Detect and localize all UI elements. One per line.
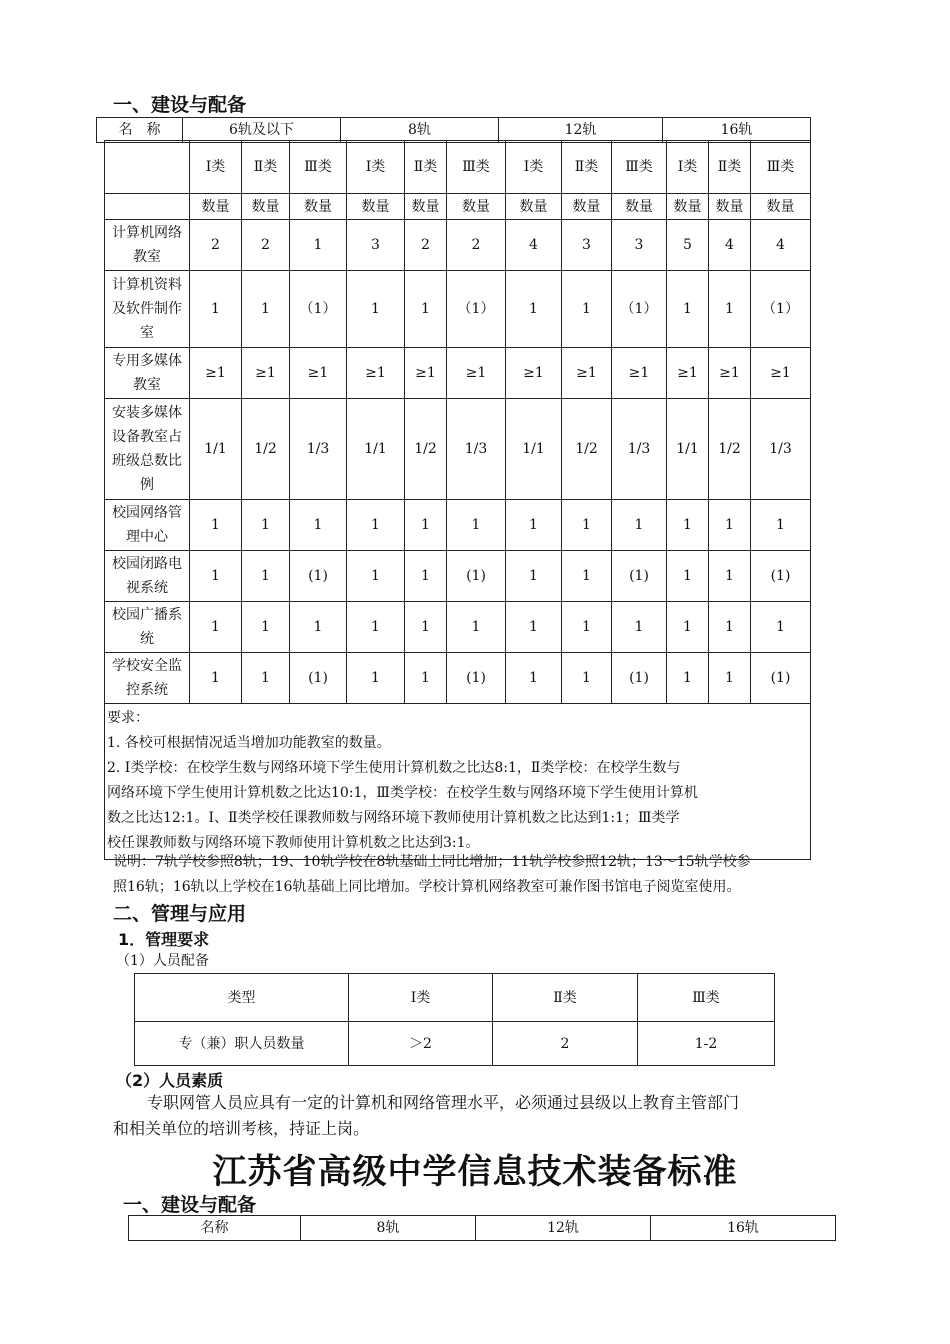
- requirements-title: 要求：: [107, 710, 149, 726]
- qty-cell: 数量: [562, 194, 612, 220]
- class-cell: Ⅱ类: [405, 141, 447, 194]
- requirements-row: [105, 704, 811, 860]
- qty-cell: 数量: [751, 194, 811, 220]
- header-cell-8track: 8轨: [341, 118, 499, 143]
- equipment-value: 1: [506, 271, 562, 348]
- equipment-value: 1: [612, 500, 667, 551]
- equipment-value: 1: [506, 653, 562, 704]
- equipment-value: 1: [405, 271, 447, 348]
- equipment-value: 1/1: [347, 399, 405, 500]
- equipment-value: 1: [709, 551, 751, 602]
- equipment-value: 2: [447, 220, 506, 271]
- equipment-value: (1): [612, 551, 667, 602]
- equipment-value: 5: [667, 220, 709, 271]
- requirement-2-line-1: 2. Ⅰ类学校：在校学生数与网络环境下学生使用计算机数之比达8:1，Ⅱ类学校：在校学生数与: [107, 760, 681, 776]
- equipment-value: 1: [447, 602, 506, 653]
- senior-header-16track: 16轨: [651, 1216, 836, 1241]
- equipment-value: （1）: [447, 271, 506, 348]
- staff-header-type: 类型: [135, 974, 349, 1022]
- equipment-value: 1/3: [751, 399, 811, 500]
- equipment-value: 1: [347, 602, 405, 653]
- class-cell: Ⅲ类: [447, 141, 506, 194]
- equipment-value: 1: [562, 271, 612, 348]
- class-cell: Ⅰ类: [190, 141, 242, 194]
- equipment-value: 1: [667, 551, 709, 602]
- requirement-1: 1. 各校可根据情况适当增加功能教室的数量。: [107, 735, 391, 751]
- senior-header-table: [128, 1215, 836, 1241]
- equipment-value: 1: [562, 500, 612, 551]
- class-cell: Ⅱ类: [709, 141, 751, 194]
- equipment-value: 1/2: [242, 399, 290, 500]
- explanation-note: [113, 850, 873, 900]
- equipment-value: 1: [405, 551, 447, 602]
- qty-cell: 数量: [347, 194, 405, 220]
- equipment-value: 4: [709, 220, 751, 271]
- senior-header-name: 名称: [129, 1216, 301, 1241]
- equipment-value: 1: [506, 500, 562, 551]
- subheading-staffing: （1）人员配备: [116, 953, 209, 969]
- section-heading-management: 二、管理与应用: [113, 903, 247, 925]
- equipment-value: 1/1: [190, 399, 242, 500]
- paragraph-line-2: 和相关单位的培训考核，持证上岗。: [113, 1119, 370, 1138]
- equipment-table: [104, 140, 811, 860]
- equipment-row: [105, 271, 811, 348]
- equipment-value: 1: [347, 653, 405, 704]
- equipment-value: 1: [290, 602, 347, 653]
- equipment-value: 1/2: [405, 399, 447, 500]
- equipment-name: 计算机资料及软件制作室: [105, 271, 190, 348]
- requirements-cell: [105, 704, 811, 860]
- blank-cell: [105, 194, 190, 220]
- equipment-value: ≥1: [242, 348, 290, 399]
- equipment-value: (1): [751, 551, 811, 602]
- header-cell-16track: 16轨: [663, 118, 811, 143]
- equipment-value: (1): [751, 653, 811, 704]
- class-cell: Ⅲ类: [290, 141, 347, 194]
- equipment-name: 计算机网络教室: [105, 220, 190, 271]
- subheading-staff-quality: （2）人员素质: [116, 1071, 224, 1090]
- staff-row-label: 专（兼）职人员数量: [135, 1022, 349, 1066]
- class-header-row: [105, 141, 811, 194]
- equipment-value: 1: [190, 271, 242, 348]
- equipment-value: 1/3: [612, 399, 667, 500]
- equipment-value: 1: [242, 271, 290, 348]
- qty-cell: 数量: [612, 194, 667, 220]
- equipment-value: 1: [190, 653, 242, 704]
- equipment-value: 1/3: [447, 399, 506, 500]
- requirement-2-line-2: 网络环境下学生使用计算机数之比达10:1，Ⅲ类学校：在校学生数与网络环境下学生使用计算机: [107, 785, 698, 801]
- equipment-value: 1/1: [506, 399, 562, 500]
- explanation-line-2: 照16轨；16轨以上学校在16轨基础上同比增加。学校计算机网络教室可兼作图书馆电子阅览室使用。: [113, 879, 741, 895]
- equipment-value: （1）: [751, 271, 811, 348]
- equipment-row: [105, 602, 811, 653]
- qty-header-row: [105, 194, 811, 220]
- equipment-value: 1: [290, 500, 347, 551]
- equipment-value: 1: [667, 271, 709, 348]
- equipment-value: 1/2: [709, 399, 751, 500]
- equipment-value: 1/3: [290, 399, 347, 500]
- senior-section-heading: 一、建设与配备: [123, 1194, 257, 1216]
- equipment-value: (1): [612, 653, 667, 704]
- qty-cell: 数量: [506, 194, 562, 220]
- staff-header-row: [135, 974, 775, 1022]
- equipment-value: 4: [751, 220, 811, 271]
- equipment-value: 1: [751, 500, 811, 551]
- staff-data-row: [135, 1022, 775, 1066]
- equipment-row: [105, 399, 811, 500]
- qty-cell: 数量: [709, 194, 751, 220]
- equipment-value: 1: [190, 500, 242, 551]
- equipment-value: 1: [242, 602, 290, 653]
- qty-cell: 数量: [667, 194, 709, 220]
- senior-header-12track: 12轨: [476, 1216, 651, 1241]
- equipment-value: 3: [347, 220, 405, 271]
- equipment-value: ≥1: [405, 348, 447, 399]
- staff-row-class1: ＞2: [349, 1022, 493, 1066]
- equipment-value: （1）: [612, 271, 667, 348]
- staff-header-class3: Ⅲ类: [638, 974, 775, 1022]
- class-cell: Ⅱ类: [562, 141, 612, 194]
- equipment-value: 1: [709, 500, 751, 551]
- equipment-name: 安装多媒体设备教室占班级总数比例: [105, 399, 190, 500]
- equipment-value: 1: [709, 271, 751, 348]
- staff-row-class3: 1-2: [638, 1022, 775, 1066]
- equipment-value: (1): [447, 551, 506, 602]
- staff-quality-paragraph: [113, 1090, 873, 1142]
- equipment-value: 4: [506, 220, 562, 271]
- equipment-rows: [105, 220, 811, 704]
- equipment-value: 1: [562, 602, 612, 653]
- equipment-value: ≥1: [347, 348, 405, 399]
- equipment-value: 1: [242, 500, 290, 551]
- equipment-value: 1: [667, 602, 709, 653]
- equipment-value: 1: [709, 653, 751, 704]
- explanation-line-1: 说明：7轨学校参照8轨；19、10轨学校在8轨基础上同比增加；11轨学校参照12轨；13～15轨学校参: [113, 854, 751, 870]
- staff-row-class2: 2: [493, 1022, 638, 1066]
- equipment-value: 1: [562, 551, 612, 602]
- class-cell: Ⅱ类: [242, 141, 290, 194]
- equipment-name: 专用多媒体教室: [105, 348, 190, 399]
- equipment-value: 1: [447, 500, 506, 551]
- requirement-2-line-4: 校任课教师数与网络环境下教师使用计算机数之比达到3:1。: [107, 835, 480, 851]
- qty-cell: 数量: [242, 194, 290, 220]
- equipment-value: (1): [447, 653, 506, 704]
- equipment-value: ≥1: [709, 348, 751, 399]
- equipment-value: 1: [190, 551, 242, 602]
- equipment-value: 1: [190, 602, 242, 653]
- equipment-row: [105, 653, 811, 704]
- equipment-value: 1: [667, 500, 709, 551]
- equipment-value: 1: [347, 271, 405, 348]
- qty-cell: 数量: [190, 194, 242, 220]
- class-cell: Ⅰ类: [506, 141, 562, 194]
- equipment-value: ≥1: [506, 348, 562, 399]
- paragraph-line-1: 专职网管人员应具有一定的计算机和网络管理水平，必须通过县级以上教育主管部门: [147, 1093, 740, 1112]
- equipment-value: 3: [612, 220, 667, 271]
- equipment-value: ≥1: [290, 348, 347, 399]
- equipment-value: 1/2: [562, 399, 612, 500]
- header-cell-12track: 12轨: [499, 118, 663, 143]
- equipment-value: 1: [405, 602, 447, 653]
- equipment-value: 1: [242, 653, 290, 704]
- equipment-value: 1: [612, 602, 667, 653]
- equipment-value: 1: [506, 602, 562, 653]
- equipment-value: ≥1: [190, 348, 242, 399]
- equipment-value: 1: [709, 602, 751, 653]
- equipment-value: (1): [290, 551, 347, 602]
- equipment-name: 校园广播系统: [105, 602, 190, 653]
- equipment-value: 2: [405, 220, 447, 271]
- document-title: 江苏省高级中学信息技术装备标准: [212, 1152, 738, 1192]
- equipment-value: ≥1: [751, 348, 811, 399]
- equipment-value: ≥1: [667, 348, 709, 399]
- equipment-value: 1: [290, 220, 347, 271]
- class-cell: Ⅲ类: [612, 141, 667, 194]
- equipment-value: 1: [405, 500, 447, 551]
- equipment-value: 1: [667, 653, 709, 704]
- equipment-value: 1: [242, 551, 290, 602]
- equipment-value: 3: [562, 220, 612, 271]
- class-cell: Ⅰ类: [667, 141, 709, 194]
- staff-table: [134, 973, 775, 1066]
- equipment-value: 1: [347, 551, 405, 602]
- equipment-row: [105, 348, 811, 399]
- equipment-row: [105, 551, 811, 602]
- equipment-value: 1: [506, 551, 562, 602]
- equipment-value: 1/1: [667, 399, 709, 500]
- header-cell-6track: 6轨及以下: [183, 118, 341, 143]
- qty-cell: 数量: [405, 194, 447, 220]
- equipment-value: 1: [347, 500, 405, 551]
- equipment-value: ≥1: [612, 348, 667, 399]
- equipment-name: 学校安全监控系统: [105, 653, 190, 704]
- equipment-value: 2: [190, 220, 242, 271]
- equipment-value: 1: [562, 653, 612, 704]
- equipment-row: [105, 500, 811, 551]
- staff-header-class2: Ⅱ类: [493, 974, 638, 1022]
- equipment-value: （1）: [290, 271, 347, 348]
- requirement-2-line-3: 数之比达12:1。Ⅰ、Ⅱ类学校任课教师数与网络环境下教师使用计算机数之比达到1:1；Ⅲ类学: [107, 810, 680, 826]
- section-heading: 一、建设与配备: [113, 94, 247, 116]
- header-cell-name: 名 称: [97, 118, 183, 143]
- equipment-value: ≥1: [447, 348, 506, 399]
- qty-cell: 数量: [447, 194, 506, 220]
- senior-header-8track: 8轨: [301, 1216, 476, 1241]
- equipment-value: 2: [242, 220, 290, 271]
- equipment-value: 1: [751, 602, 811, 653]
- subheading-management-requirements: 1．管理要求: [118, 930, 210, 949]
- equipment-name: 校园网络管理中心: [105, 500, 190, 551]
- equipment-value: (1): [290, 653, 347, 704]
- blank-cell: [105, 141, 190, 194]
- staff-header-class1: Ⅰ类: [349, 974, 493, 1022]
- class-cell: Ⅰ类: [347, 141, 405, 194]
- equipment-value: ≥1: [562, 348, 612, 399]
- qty-cell: 数量: [290, 194, 347, 220]
- equipment-row: [105, 220, 811, 271]
- equipment-name: 校园闭路电视系统: [105, 551, 190, 602]
- class-cell: Ⅲ类: [751, 141, 811, 194]
- equipment-value: 1: [405, 653, 447, 704]
